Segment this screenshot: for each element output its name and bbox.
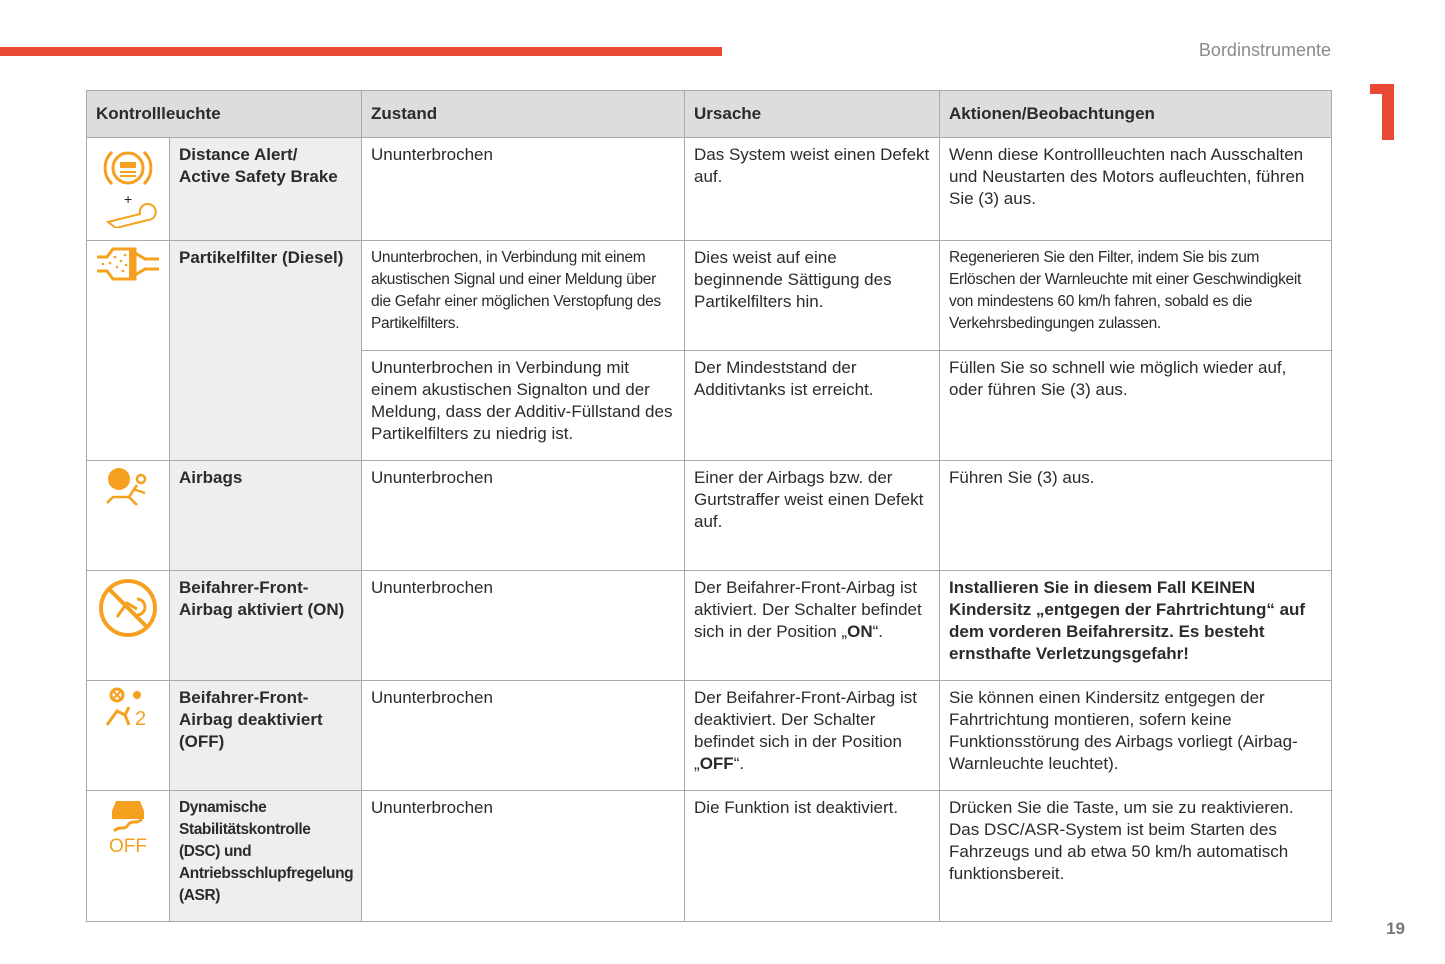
table-header <box>87 91 1332 138</box>
light-name: Airbags <box>170 461 362 571</box>
zustand-cell: Ununterbrochen, in Verbindung mit einem akustischen Signal und einer Meldung über die Gefahr einer möglichen Verstopfung des Partikelfilters. <box>362 241 685 351</box>
light-name: Beifahrer-Front-Airbag deaktiviert (OFF) <box>170 681 362 791</box>
ursache-text: Der Beifahrer-Front-Airbag ist deaktiviert. Der Schalter befindet sich in der Position „ <box>694 688 917 773</box>
aktion-cell: Führen Sie (3) aus. <box>940 461 1332 571</box>
svg-text:2: 2 <box>135 708 147 729</box>
header-accent-bar <box>0 47 722 56</box>
ursache-text-end: “. <box>733 754 745 773</box>
dsc-off-icon <box>87 791 170 922</box>
ursache-cell: Dies weist auf eine beginnende Sättigung des Partikelfilters hin. <box>685 241 940 351</box>
zustand-cell: Ununterbrochen <box>362 681 685 791</box>
table-row <box>87 461 1332 571</box>
aktion-cell: Sie können einen Kindersitz entgegen der Fahrtrichtung montieren, sofern keine Funktionsstörung des Airbags vorliegt (Airbag-Warnleuchte leuchtet). <box>940 681 1332 791</box>
table-row <box>87 241 1332 351</box>
table-row <box>87 138 1332 241</box>
column-header: Ursache <box>685 91 940 138</box>
ursache-cell <box>685 681 940 791</box>
aktion-cell: Installieren Sie in diesem Fall KEINEN Kindersitz „entgegen der Fahrtrichtung“ auf dem vorderen Beifahrersitz. Es besteht ernsthafte Verletzungsgefahr! <box>940 571 1332 681</box>
ursache-cell: Die Funktion ist deaktiviert. <box>685 791 940 922</box>
ursache-cell <box>685 571 940 681</box>
table-row <box>87 791 1332 922</box>
column-header: Kontrollleuchte <box>87 91 362 138</box>
passenger-airbag-off-icon <box>87 681 170 791</box>
table-row <box>87 681 1332 791</box>
light-name: Beifahrer-Front-Airbag aktiviert (ON) <box>170 571 362 681</box>
table-row <box>87 571 1332 681</box>
section-title: Bordinstrumente <box>1198 40 1331 60</box>
chapter-number <box>1370 84 1394 140</box>
airbag-icon <box>87 461 170 571</box>
zustand-cell: Ununterbrochen <box>362 791 685 922</box>
column-header: Zustand <box>362 91 685 138</box>
light-name: Distance Alert/ Active Safety Brake <box>170 138 362 241</box>
warning-lights-table <box>86 90 1332 922</box>
aktion-cell: Füllen Sie so schnell wie möglich wieder auf, oder führen Sie (3) aus. <box>940 351 1332 461</box>
column-header: Aktionen/Beobachtungen <box>940 91 1332 138</box>
aktion-cell: Wenn diese Kontrollleuchten nach Ausschalten und Neustarten des Motors aufleuchten, führen Sie (3) aus. <box>940 138 1332 241</box>
particle-filter-icon <box>87 241 170 461</box>
passenger-airbag-on-icon <box>87 571 170 681</box>
dsc-off-label: OFF <box>109 836 147 857</box>
ursache-position: OFF <box>699 754 734 773</box>
ursache-cell: Der Mindeststand der Additivtanks ist erreicht. <box>685 351 940 461</box>
zustand-cell: Ununterbrochen in Verbindung mit einem akustischen Signalton und der Meldung, dass der Additiv-Füllstand des Partikelfilters zu niedrig ist. <box>362 351 685 461</box>
light-name: Dynamische Stabilitätskontrolle (DSC) und Antriebsschlupfregelung (ASR) <box>170 791 362 922</box>
zustand-cell: Ununterbrochen <box>362 138 685 241</box>
distance-alert-icon <box>87 138 170 241</box>
page-number: 19 <box>1386 919 1405 938</box>
zustand-cell: Ununterbrochen <box>362 461 685 571</box>
zustand-cell: Ununterbrochen <box>362 571 685 681</box>
light-name: Partikelfilter (Diesel) <box>170 241 362 461</box>
svg-text:+: + <box>124 191 133 207</box>
aktion-cell: Drücken Sie die Taste, um sie zu reaktivieren. Das DSC/ASR-System ist beim Starten des Fahrzeugs und ab etwa 50 km/h automatisch funktionsbereit. <box>940 791 1332 922</box>
aktion-cell: Regenerieren Sie den Filter, indem Sie bis zum Erlöschen der Warnleuchte mit einer Geschwindigkeit von mindestens 60 km/h fahren, sobald es die Verkehrsbedingungen zulassen. <box>940 241 1332 351</box>
ursache-text-end: “. <box>872 622 883 641</box>
ursache-cell: Das System weist einen Defekt auf. <box>685 138 940 241</box>
ursache-position: ON <box>847 622 873 641</box>
ursache-text: Der Beifahrer-Front-Airbag ist aktiviert. Der Schalter befindet sich in der Position „ <box>694 578 922 641</box>
ursache-cell: Einer der Airbags bzw. der Gurtstraffer weist einen Defekt auf. <box>685 461 940 571</box>
